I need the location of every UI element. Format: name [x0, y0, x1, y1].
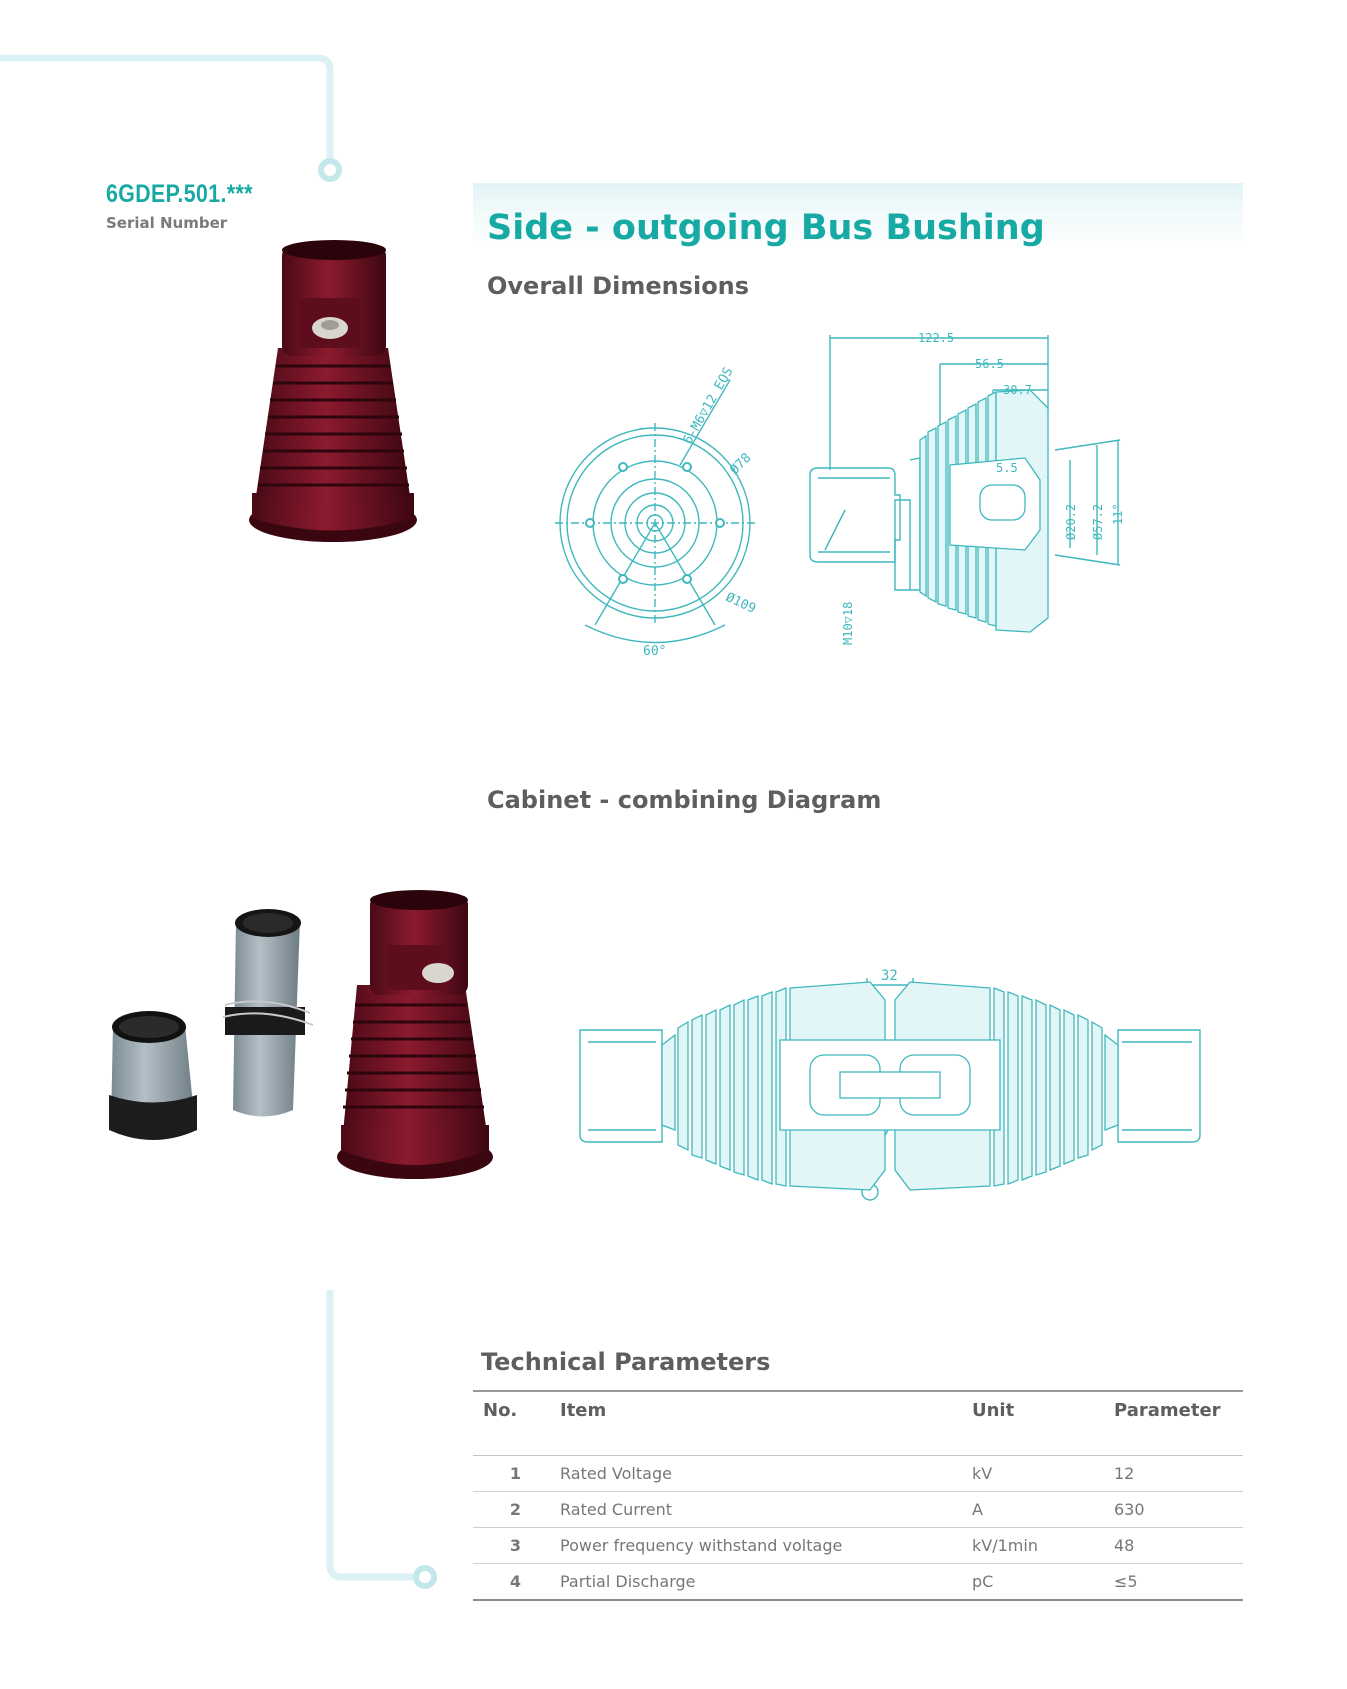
label-d57: Ø57.2: [1091, 503, 1105, 540]
row-param: ≤5: [1113, 1564, 1243, 1601]
row-no: 1: [473, 1456, 559, 1492]
label-5: 5.5: [996, 461, 1018, 475]
row-item: Power frequency withstand voltage: [559, 1528, 971, 1564]
overall-dimensions-heading: Overall Dimensions: [487, 272, 750, 300]
page-title: Side - outgoing Bus Bushing: [487, 208, 1045, 248]
label-thread: M10▽18: [841, 601, 855, 645]
row-param: 12: [1113, 1456, 1243, 1492]
label-56: 56.5: [975, 357, 1004, 371]
row-unit: pC: [971, 1564, 1113, 1601]
row-unit: A: [971, 1492, 1113, 1528]
header-no: No.: [483, 1400, 518, 1421]
label-30: 30.7: [1003, 383, 1032, 397]
row-param: 48: [1113, 1528, 1243, 1564]
front-view-drawing: [545, 355, 805, 659]
row-unit: kV/1min: [971, 1528, 1113, 1564]
table-row: [473, 1528, 1243, 1564]
bushing-photo: [238, 238, 428, 548]
row-no: 2: [473, 1492, 559, 1528]
label-d109: Ø109: [723, 590, 759, 617]
technical-parameters-heading: Technical Parameters: [481, 1348, 771, 1376]
label-d20: Ø20.2: [1064, 503, 1078, 540]
row-item: Rated Current: [559, 1492, 971, 1528]
side-section-drawing: [800, 331, 1200, 650]
label-holes: 6-M6▽12 EQS: [680, 364, 737, 447]
row-item: Partial Discharge: [559, 1564, 971, 1601]
row-item: Rated Voltage: [559, 1456, 971, 1492]
cabinet-diagram-heading: Cabinet - combining Diagram: [487, 786, 882, 814]
combining-parts-photo: [105, 895, 505, 1185]
row-no: 4: [473, 1564, 559, 1601]
label-angle: 60°: [643, 644, 667, 659]
combining-section-drawing: [570, 960, 1210, 1220]
header-unit: Unit: [972, 1400, 1015, 1421]
serial-code: 6GDEP.501.***: [106, 180, 253, 208]
label-d78: Ø78: [727, 450, 755, 478]
row-unit: kV: [971, 1456, 1113, 1492]
label-122: 122.5: [918, 331, 955, 345]
row-param: 630: [1113, 1492, 1243, 1528]
table-row: [473, 1456, 1243, 1492]
label-gap: 32: [881, 968, 898, 984]
table-row: [473, 1492, 1243, 1528]
technical-parameters-table: [473, 1390, 1243, 1601]
header-parameter: Parameter: [1114, 1400, 1221, 1421]
serial-label: Serial Number: [106, 214, 228, 232]
row-no: 3: [473, 1528, 559, 1564]
table-row: [473, 1564, 1243, 1601]
table-header-row: [473, 1391, 1243, 1456]
label-taper: 11°: [1111, 503, 1125, 525]
header-item: Item: [560, 1400, 607, 1421]
